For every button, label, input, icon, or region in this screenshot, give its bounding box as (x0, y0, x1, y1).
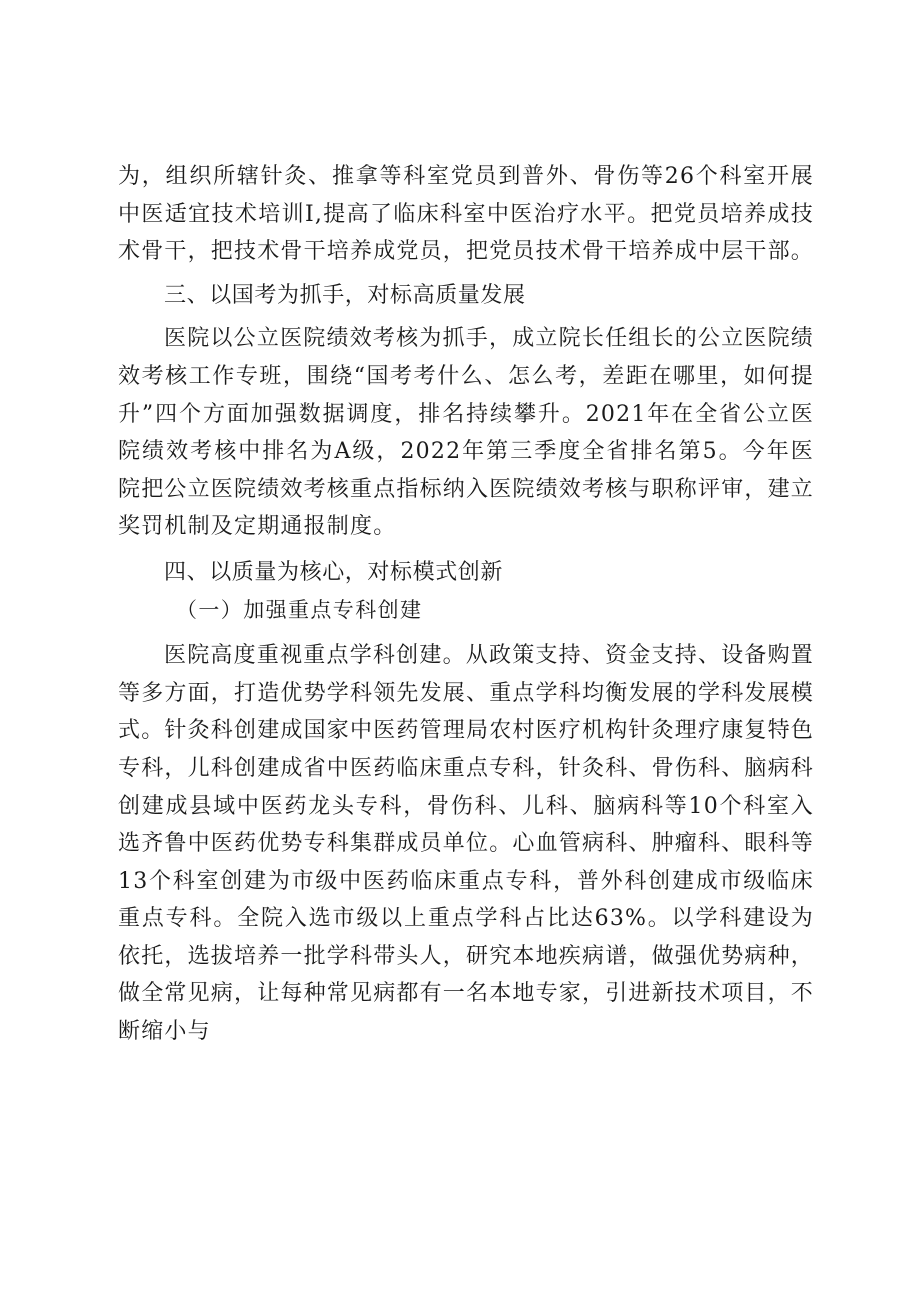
section-heading-4: 四、以质量为核心，对标模式创新 (164, 559, 504, 585)
paragraph-key-specialty: 医院高度重视重点学科创建。从政策支持、资金支持、设备购置等多方面，打造优势学科领先发展、重点学科均衡发展的学科发展模式。针灸科创建成国家中医药管理局农村医疗机构针灸理疗康复特色专科，儿科创建成省中医药临床重点专科，针灸科、骨伤科、脑病科创建成县域中医药龙头专科，骨伤科、儿科、脑病科等10个科室入选齐鲁中医药优势专科集群成员单位。心血管病科、肿瘤科、眼科等13个科室创建为市级中医药临床重点专科，普外科创建成市级临床重点专科。全院入选市级以上重点学科占比达63%。以学科建设为依托，选拔培养一批学科带头人，研究本地疾病谱，做强优势病种，做全常见病，让每种常见病都有一名本地专家，引进新技术项目，不断缩小与 (118, 643, 815, 1045)
subsection-heading-1: （一）加强重点专科创建 (176, 597, 423, 622)
section-heading-3: 三、以国考为抓手，对标高质量发展 (164, 282, 526, 308)
paragraph-talent-training: 为，组织所辖针灸、推拿等科室党员到普外、骨伤等26个科室开展中医适宜技术培训I,提高了临床科室中医治疗水平。把党员培养成技术骨干，把技术骨干培养成党员，把党员技术骨干培养成中层干部。 (118, 164, 815, 265)
paragraph-performance-evaluation: 医院以公立医院绩效考核为抓手，成立院长任组长的公立医院绩效考核工作专班，围绕“国考考什么、怎么考，差距在哪里，如何提升”四个方面加强数据调度，排名持续攀升。2021年在全省公立医院绩效考核中排名为A级，2022年第三季度全省排名第5。今年医院把公立医院绩效考核重点指标纳入医院绩效考核与职称评审，建立奖罚机制及定期通报制度。 (118, 326, 815, 540)
document-body (118, 158, 814, 1051)
